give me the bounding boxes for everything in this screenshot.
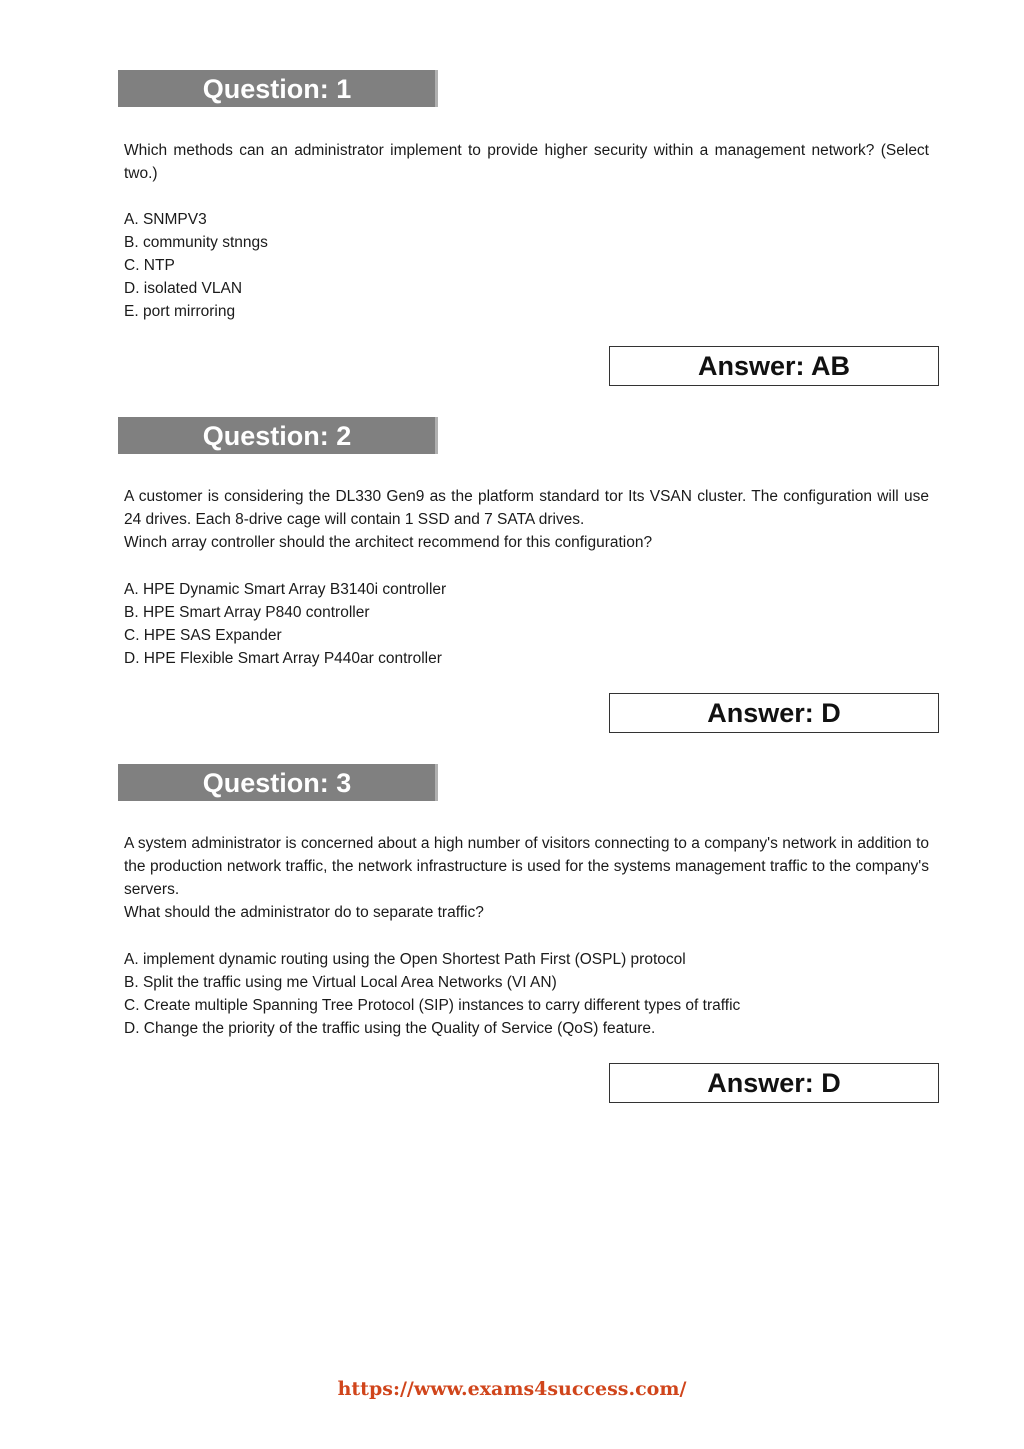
question-1-header — [118, 70, 438, 107]
question-1-paragraph: Which methods can an administrator implement to provide higher security within a management network? (Select two.) — [124, 142, 929, 182]
question-1-text — [124, 139, 929, 185]
question-2-title: Question: 2 — [202, 421, 352, 451]
option-c: C. HPE SAS Expander — [124, 627, 282, 644]
option-c: C. NTP — [124, 257, 175, 274]
option-b: B. Split the traffic using me Virtual Local Area Networks (VI AN) — [124, 974, 557, 991]
question-3-text — [124, 832, 929, 924]
question-2-paragraph-1: A customer is considering the DL330 Gen9 as the platform standard tor Its VSAN cluster. The configuration will use 24 drives. Each 8-drive cage will contain 1 SSD and 7 SATA drives. — [124, 488, 929, 528]
option-e: E. port mirroring — [124, 303, 236, 320]
question-3-answer: Answer: D — [609, 1063, 939, 1103]
question-3-title: Question: 3 — [202, 768, 352, 798]
question-1-title: Question: 1 — [202, 74, 352, 104]
option-c: C. Create multiple Spanning Tree Protocol (SIP) instances to carry different types of traffic — [124, 997, 741, 1014]
option-a: A. implement dynamic routing using the Open Shortest Path First (OSPL) protocol — [124, 951, 686, 968]
question-3-paragraph-2: What should the administrator do to separate traffic? — [124, 904, 484, 921]
option-d: D. Change the priority of the traffic using the Quality of Service (QoS) feature. — [124, 1020, 656, 1037]
option-d: D. HPE Flexible Smart Array P440ar controller — [124, 650, 442, 667]
question-1-options — [124, 208, 929, 323]
question-2-answer: Answer: D — [609, 693, 939, 733]
question-3-paragraph-1: A system administrator is concerned about a high number of visitors connecting to a company's network in addition to the production network traffic, the network infrastructure is used for the systems management traffic to the company's servers. — [124, 835, 929, 898]
question-2-text — [124, 485, 929, 554]
option-b: B. HPE Smart Array P840 controller — [124, 604, 370, 621]
question-2-header — [118, 417, 438, 454]
question-3-options — [124, 948, 929, 1040]
option-d: D. isolated VLAN — [124, 280, 243, 297]
footer-link[interactable]: https://www.exams4success.com/ — [337, 1378, 687, 1400]
question-2-paragraph-2: Winch array controller should the architect recommend for this configuration? — [124, 534, 653, 551]
option-b: B. community stnngs — [124, 234, 268, 251]
option-a: A. HPE Dynamic Smart Array B3140i controller — [124, 581, 447, 598]
question-1-answer: Answer: AB — [609, 346, 939, 386]
option-a: A. SNMPV3 — [124, 211, 207, 228]
question-2-options — [124, 578, 929, 670]
question-3-header — [118, 764, 438, 801]
